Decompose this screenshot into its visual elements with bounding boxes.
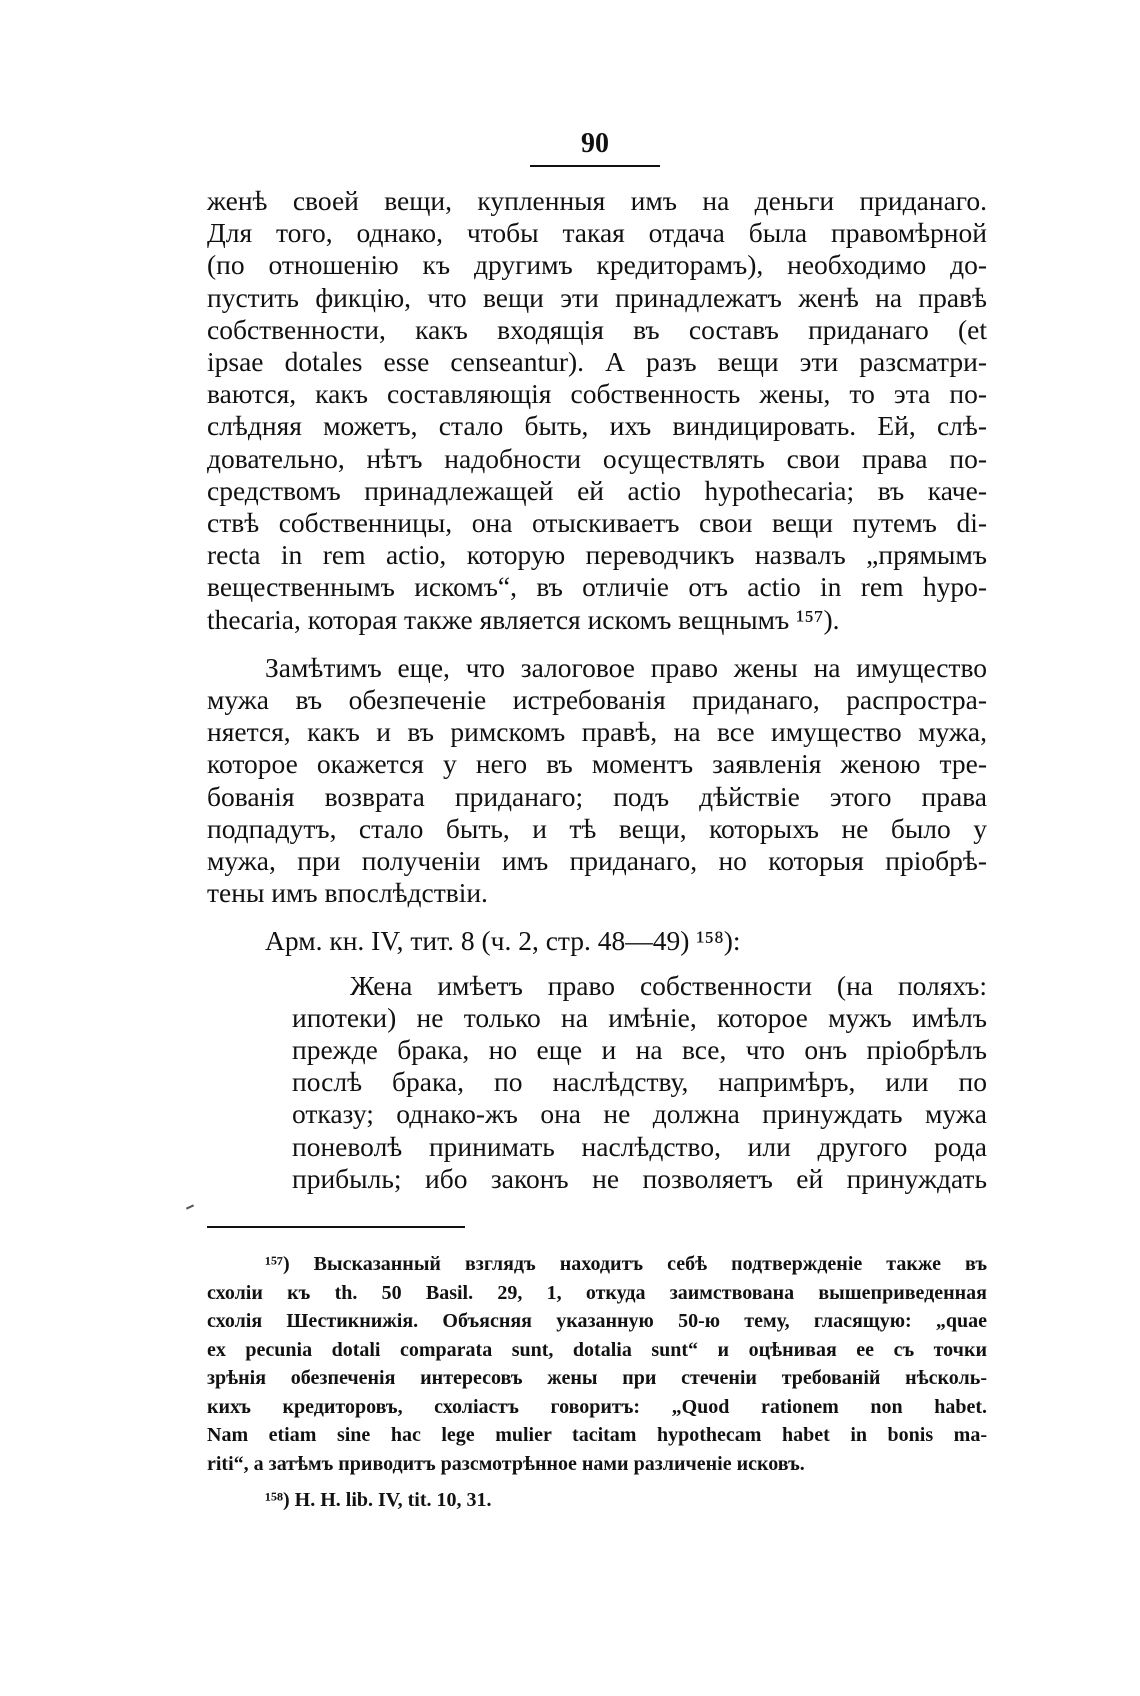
footnote-line: ex pecunia dotali comparata sunt, dotalia sunt“ и оцѣнивая ее съ точки — [207, 1338, 987, 1361]
text-line: тены имъ впослѣдствіи. — [207, 877, 488, 909]
footnotes — [207, 1250, 987, 1515]
text-line: собственности, какъ входящія въ составъ приданаго (et — [207, 313, 987, 345]
text-line: вещественнымъ искомъ“, въ отличіе отъ actio in rem hypo- — [207, 571, 987, 603]
text-line: женѣ своей вещи, купленныя имъ на деньги приданаго. — [207, 185, 987, 216]
page-number: 90 — [581, 128, 609, 159]
text-line: средствомъ принадлежащей ей actio hypothecaria; въ каче- — [207, 474, 987, 506]
footnote-line: ¹⁵⁸) H. H. lib. IV, tit. 10, 31. — [265, 1489, 492, 1511]
footnote-157 — [207, 1250, 987, 1478]
paragraph-1 — [207, 185, 987, 636]
text-line: recta in rem actio, которую переводчикъ назвалъ „прямымъ — [207, 539, 987, 571]
quote-line: ипотеки) не только на имѣніе, которое мужъ имѣлъ — [292, 1001, 987, 1033]
text-line: пустить фикцію, что вещи эти принадлежатъ женѣ на правѣ — [207, 281, 987, 313]
text-line: ствѣ собственницы, она отыскиваетъ свои вещи путемъ di- — [207, 507, 987, 539]
page-number-rule — [530, 165, 660, 167]
quote-line: отказу; однако-жъ она не должна принуждать мужа — [292, 1098, 987, 1130]
paragraph-2 — [207, 652, 987, 910]
footnote-line: схолія Шестикнижія. Объясняя указанную 50-ю тему, гласящую: „quae — [207, 1310, 987, 1332]
footnote-line: кихъ кредиторовъ, схоліастъ говоритъ: „Quod rationem non habet. — [207, 1395, 987, 1418]
text-line: Для того, однако, чтобы такая отдача была правомѣрной — [207, 217, 987, 249]
footnote-line: riti“, а затѣмъ приводитъ разсмотрѣнное нами различеніе исковъ. — [207, 1452, 805, 1475]
main-text — [207, 185, 987, 1195]
quote-line: Жена имѣетъ право собственности (на поляхъ: — [350, 969, 987, 1001]
quote-line: прибыль; ибо законъ не позволяетъ ей принуждать — [292, 1162, 987, 1194]
text-line: thecaria, которая также является искомъ вещнымъ ¹⁵⁷). — [207, 603, 840, 635]
footnote-line: зрѣнія обезпеченія интересовъ жены при стеченіи требованій нѣсколь- — [207, 1367, 987, 1389]
quote-line: прежде брака, но еще и на все, что онъ пріобрѣлъ — [292, 1034, 987, 1066]
footnote-158 — [207, 1486, 987, 1515]
text-line: довательно, нѣтъ надобности осуществлять свои права по- — [207, 442, 987, 474]
text-line: бованія возврата приданаго; подъ дѣйствіе этого права — [207, 780, 987, 812]
footnote-line: ¹⁵⁷) Высказанный взглядъ находитъ себѣ подтвержденіе также въ — [265, 1253, 987, 1275]
footnote-rule — [207, 1226, 465, 1228]
footnote-line: схоліи къ th. 50 Basil. 29, 1, откуда заимствована вышеприведенная — [207, 1281, 987, 1304]
text-line: ipsae dotales esse censeantur). А разъ вещи эти разсматри- — [207, 346, 987, 378]
text-line: слѣдняя можетъ, стало быть, ихъ виндицировать. Ей, слѣ- — [207, 410, 987, 442]
text-line: ваются, какъ составляющія собственность жены, то эта по- — [207, 378, 987, 410]
quote-line: послѣ брака, по наслѣдству, напримѣръ, или по — [292, 1066, 987, 1098]
text-line: мужа, при полученіи имъ приданаго, но которыя пріобрѣ- — [207, 845, 987, 877]
block-quote — [207, 970, 987, 1195]
text-line: которое окажется у него въ моментъ заявленія женою тре- — [207, 748, 987, 780]
quote-line: поневолѣ принимать наслѣдство, или другого рода — [292, 1130, 987, 1162]
footnote-line: Nam etiam sine hac lege mulier tacitam hypothecam habet in bonis ma- — [207, 1424, 987, 1446]
text-line: няется, какъ и въ римскомъ правѣ, на все имущество мужа, — [207, 716, 987, 748]
text-line: мужа въ обезпеченіе истребованія приданаго, распростра- — [207, 684, 987, 716]
text-line: Замѣтимъ еще, что залоговое право жены на имущество — [265, 651, 987, 683]
quote-heading: Арм. кн. IV, тит. 8 (ч. 2, стр. 48—49) ¹⁵⁸): — [265, 925, 741, 957]
margin-mark — [186, 1204, 194, 1209]
text-line: (по отношенію къ другимъ кредиторамъ), необходимо до- — [207, 249, 987, 281]
text-line: подпадутъ, стало быть, и тѣ вещи, которыхъ не было у — [207, 812, 987, 844]
